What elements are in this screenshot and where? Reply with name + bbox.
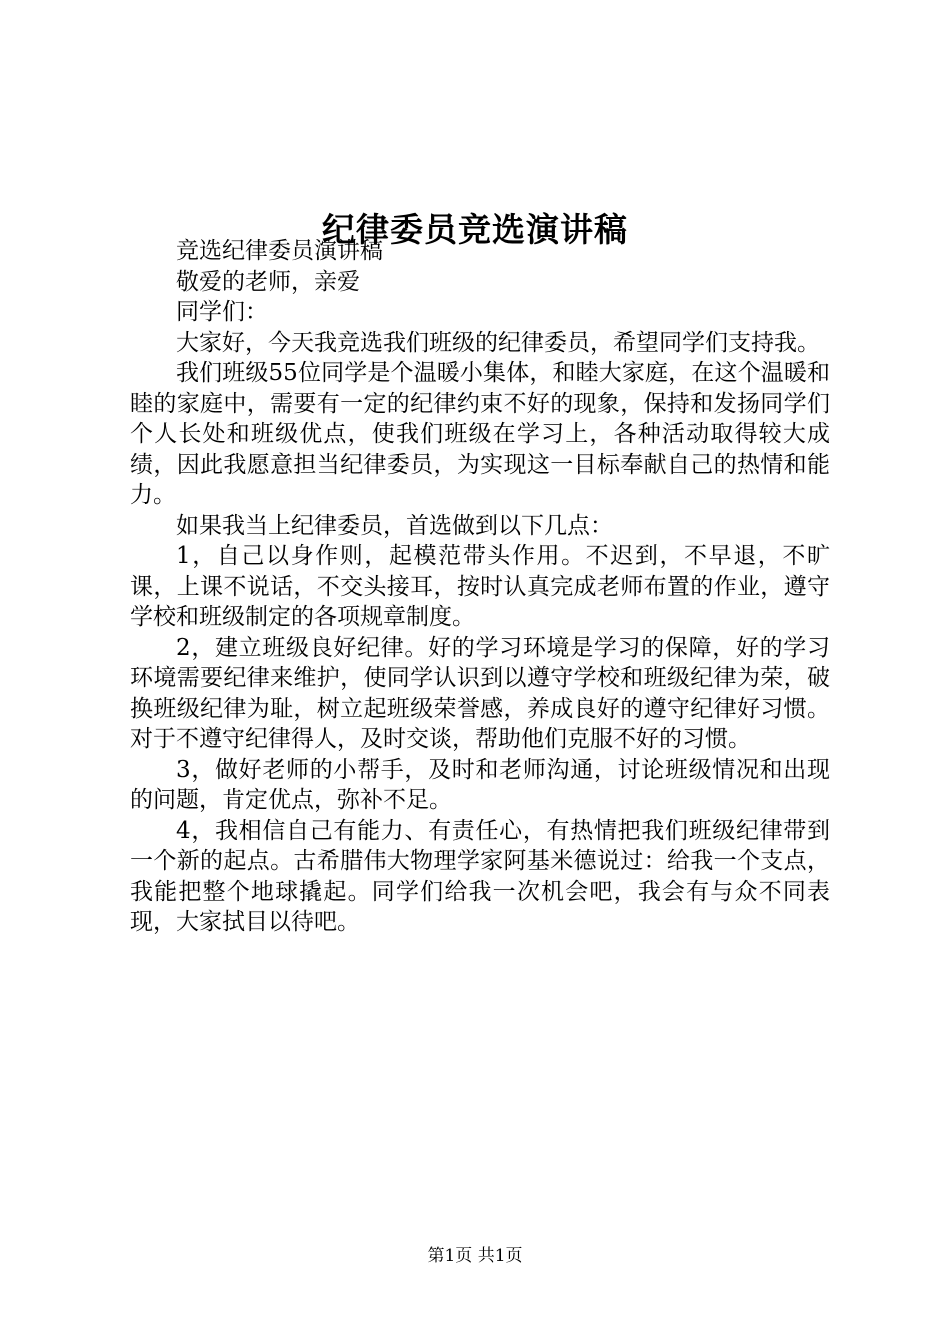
paragraph-point-3: 3，做好老师的小帮手，及时和老师沟通，讨论班级情况和出现的问题，肯定优点，弥补不足。: [130, 756, 830, 813]
page-title: 纪律委员竞选演讲稿: [322, 210, 628, 250]
document-body: [130, 236, 830, 938]
paragraph-salutation-cont: 同学们：: [176, 299, 268, 325]
paragraph-point-4: 4，我相信自己有能力、有责任心，有热情把我们班级纪律带到一个新的起点。古希腊伟大物理学家阿基米德说过：给我一个支点，我能把整个地球撬起。同学们给我一次机会吧，我会有与众不同表现，大家拭目以待吧。: [130, 817, 830, 935]
page-footer: 第1页 共1页: [427, 1246, 523, 1266]
paragraph-subtitle: 竞选纪律委员演讲稿: [176, 238, 383, 264]
paragraph-point-2: 2，建立班级良好纪律。好的学习环境是学习的保障，好的学习环境需要纪律来维护，使同学认识到以遵守学校和班级纪律为荣，破换班级纪律为耻，树立起班级荣誉感，养成良好的遵守纪律好习惯。对于不遵守纪律得人，及时交谈，帮助他们克服不好的习惯。: [130, 634, 830, 752]
paragraph-point-1: 1，自己以身作则，起模范带头作用。不迟到，不早退，不旷课，上课不说话，不交头接耳，按时认真完成老师布置的作业，遵守学校和班级制定的各项规章制度。: [130, 543, 830, 630]
paragraph-salutation: 敬爱的老师，亲爱: [176, 268, 360, 295]
paragraph-greeting: 大家好，今天我竞选我们班级的纪律委员，希望同学们支持我。: [176, 329, 820, 356]
paragraph-class-intro: 我们班级55位同学是个温暖小集体，和睦大家庭，在这个温暖和睦的家庭中，需要有一定的纪律约束不好的现象，保持和发扬同学们个人长处和班级优点，使我们班级在学习上，各种活动取得较大成绩，因此我愿意担当纪律委员，为实现这一目标奉献自己的热情和能力。: [130, 360, 830, 508]
paragraph-plan-intro: 如果我当上纪律委员，首选做到以下几点：: [176, 512, 613, 539]
